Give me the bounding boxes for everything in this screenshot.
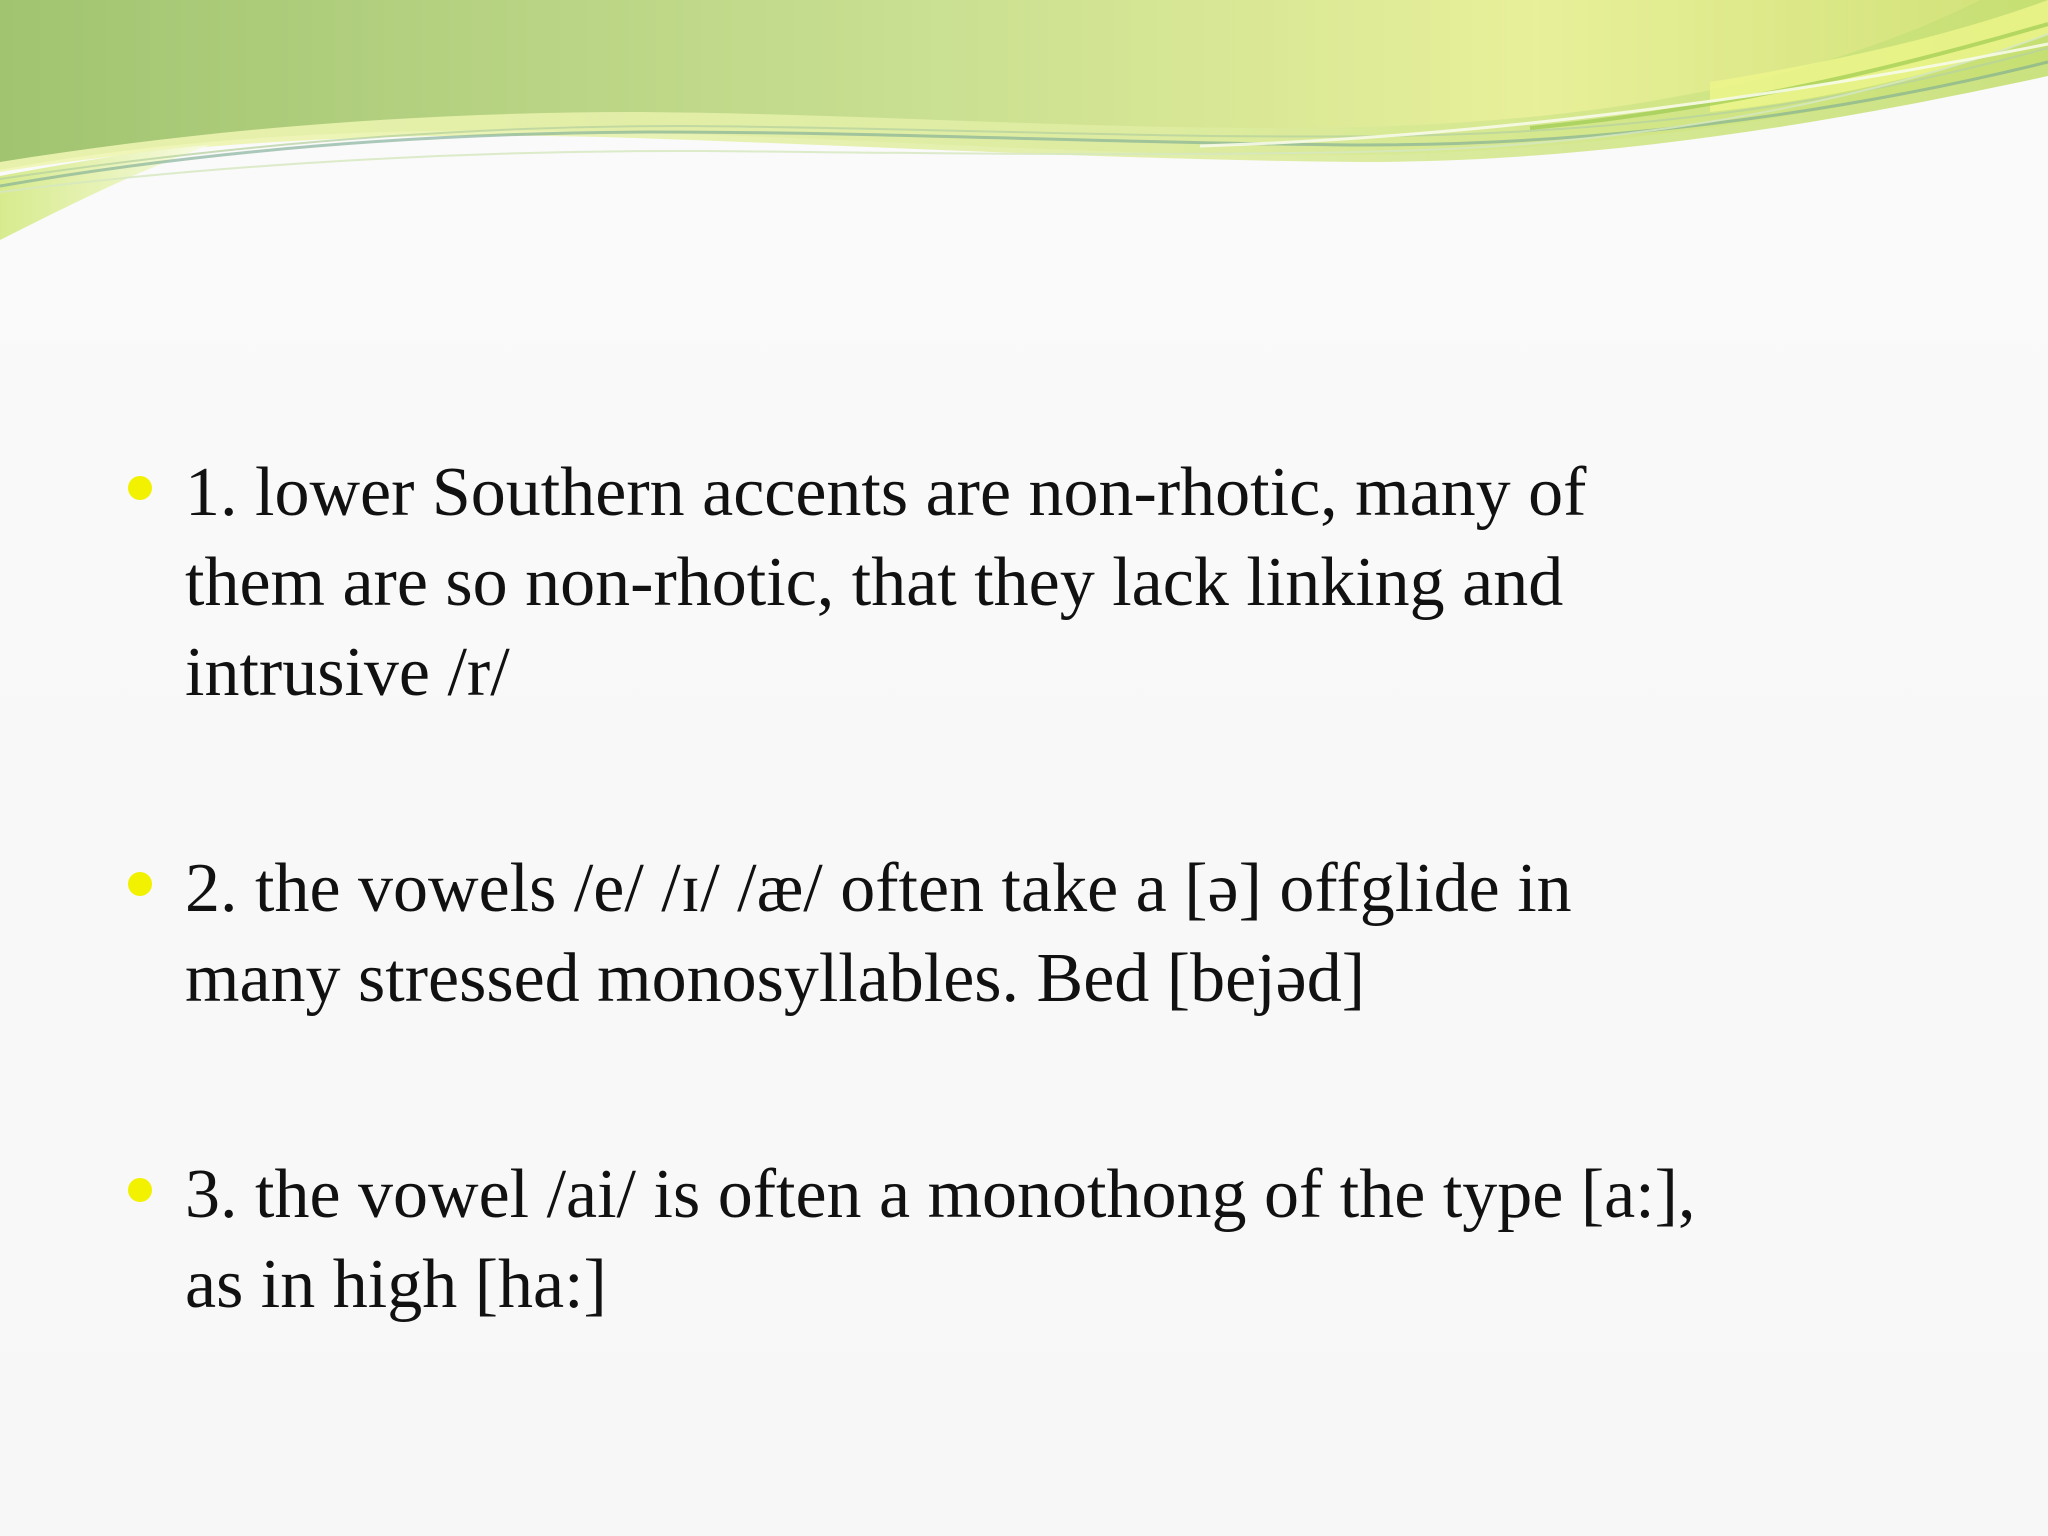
bullet-item-1 xyxy=(120,448,1960,718)
bullet-text-3: 3. the vowel /ai/ is often a monothong of the type [a:], as in high [ha:] xyxy=(185,1156,1696,1323)
bullet-list xyxy=(120,448,1960,1330)
bullet-text-1: 1. lower Southern accents are non-rhotic, many of them are so non-rhotic, that they lack linking and intrusive /r/ xyxy=(185,454,1587,711)
bullet-dot-icon xyxy=(128,1178,152,1202)
bullet-dot-icon xyxy=(128,872,152,896)
decorative-wave-header xyxy=(0,0,2048,240)
bullet-dot-icon xyxy=(128,476,152,500)
bullet-text-2: 2. the vowels /e/ /ɪ/ /æ/ often take a [ə] offglide in many stressed monosyllables. Bed [bejəd] xyxy=(185,850,1572,1017)
bullet-item-3 xyxy=(120,1150,1960,1330)
bullet-item-2 xyxy=(120,844,1960,1024)
